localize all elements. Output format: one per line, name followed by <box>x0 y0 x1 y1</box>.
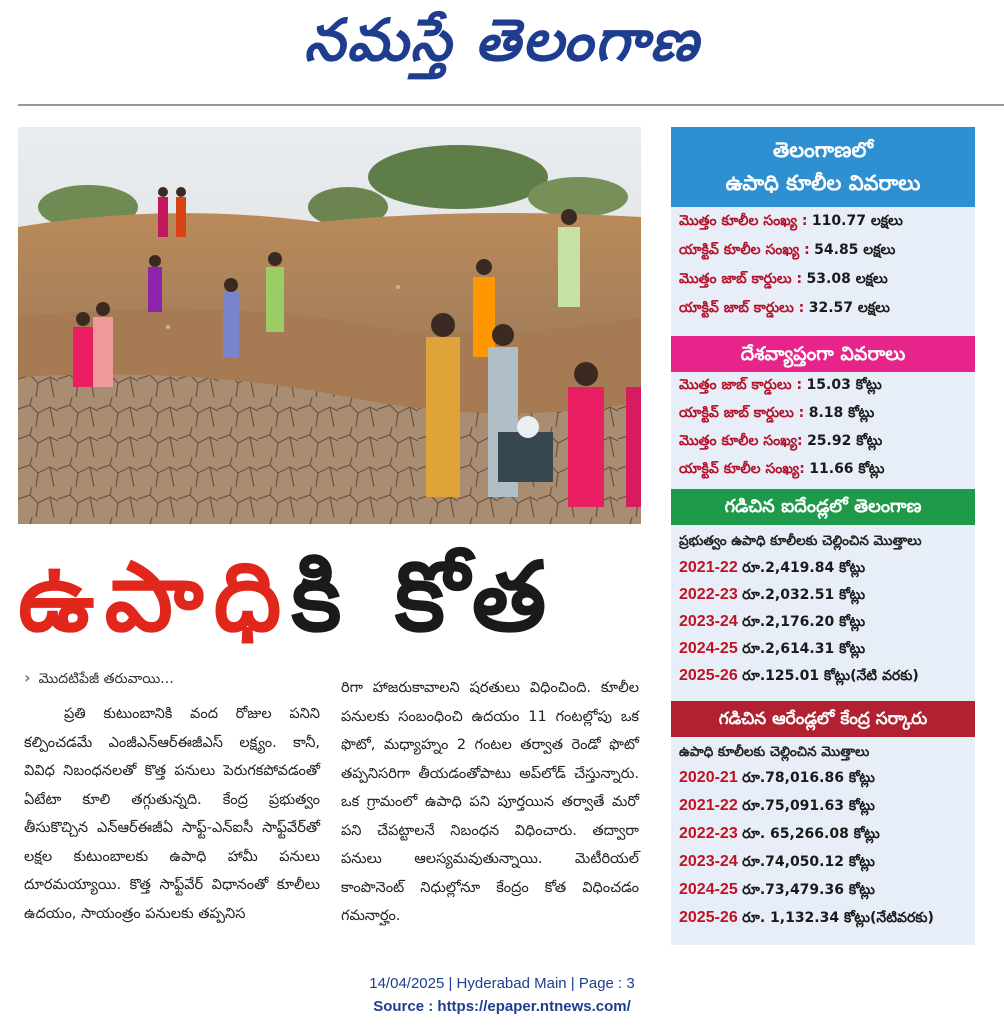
stat-row <box>679 213 969 232</box>
box4-subtitle: ఉపాధి కూలీలకు చెల్లించిన మొత్తాలు <box>679 744 870 760</box>
amount-value: రూ.2,419.84 కోట్లు <box>742 560 866 576</box>
headline-part2: కి కోత <box>291 541 557 653</box>
amount-value: రూ.2,614.31 కోట్లు <box>742 641 866 657</box>
amount-value: రూ.125.01 కోట్లు(నేటి వరకు) <box>742 668 919 684</box>
source-link[interactable]: Source : https://epaper.ntnews.com/ <box>373 998 631 1015</box>
box3-header: గడిచిన ఐదేండ్లలో తెలంగాణ <box>671 489 975 525</box>
year-label: 2024-25 <box>679 881 738 898</box>
stat-value: 54.85 లక్షలు <box>814 242 896 258</box>
stat-value: 11.66 కోట్లు <box>809 461 885 477</box>
stat-row <box>679 377 969 396</box>
payment-row <box>679 613 969 633</box>
stat-row <box>679 461 969 480</box>
year-label: 2021-22 <box>679 559 738 576</box>
payment-row <box>679 559 969 579</box>
amount-value: రూ. 65,266.08 కోట్లు <box>742 826 880 842</box>
box1-title-line1: తెలంగాణలో <box>772 138 874 162</box>
payment-row <box>679 769 969 789</box>
stat-label: మొత్తం కూలీల సంఖ్య : <box>679 213 808 229</box>
article-column-2 <box>341 674 639 931</box>
year-label: 2022-23 <box>679 825 738 842</box>
year-label: 2025-26 <box>679 667 738 684</box>
news-photo <box>18 127 641 524</box>
article-paragraph: రిగా హాజరుకావాలని షరతులు విధించింది. కూలీల పనులకు సంబంధించి ఉదయం 11 గంటల్లోపు ఒక ఫొటో, మధ్యాహ్నం 2 గంటల తర్వాత రెండో ఫొటో తప్పనిసరిగా తీయడంతోపాటు అప్‌లోడ్ చేస్తున్నారు. ఒక గ్రామంలో ఉపాధి పని పూర్తయిన తర్వాతే మరో పని చేపట్టాలనే నిబంధన విధించారు. తద్వారా పనులు ఆలస్యమవుతున్నాయి. మెటీరియల్ కాంపొనెంట్ నిధుల్లోనూ కేంద్రం కోత విధించడం గమనార్హం. <box>341 680 639 924</box>
box4-header: గడిచిన ఆరేండ్లలో కేంద్ర సర్కారు <box>671 701 975 737</box>
payment-row <box>679 853 969 873</box>
stat-value: 110.77 లక్షలు <box>811 213 903 229</box>
payment-row <box>679 909 969 929</box>
year-label: 2020-21 <box>679 769 738 786</box>
stat-row <box>679 271 969 290</box>
stat-value: 25.92 కోట్లు <box>807 433 883 449</box>
stat-label: మొత్తం జాబ్ కార్డులు : <box>679 271 803 287</box>
stat-value: 8.18 కోట్లు <box>808 405 875 421</box>
stat-label: మొత్తం కూలీల సంఖ్య: <box>679 433 803 449</box>
year-label: 2023-24 <box>679 853 738 870</box>
stat-label: యాక్టివ్ జాబ్ కార్డులు : <box>679 300 805 316</box>
payment-row <box>679 825 969 845</box>
stat-value: 15.03 కోట్లు <box>806 377 882 393</box>
chevron-right-icon: › <box>24 668 31 687</box>
headline-part1: ఉపాధి <box>18 541 292 653</box>
stat-row <box>679 433 969 452</box>
payment-row <box>679 667 969 687</box>
payment-row <box>679 797 969 817</box>
amount-value: రూ.75,091.63 కోట్లు <box>742 798 875 814</box>
year-label: 2025-26 <box>679 909 738 926</box>
box1-title-line2: ఉపాధి కూలీల వివరాలు <box>725 171 921 195</box>
masthead <box>0 0 1004 100</box>
year-label: 2024-25 <box>679 640 738 657</box>
article-paragraph: ప్రతి కుటుంబానికి వంద రోజుల పనిని కల్పించడమే ఎంజీఎన్ఆర్ఈజీఎస్ లక్ష్యం. కానీ, వివిధ నిబంధనలతో కొత్త పనులు పెరుగకపోవడంతో ఏటేటా కూలి తగ్గుతున్నది. కేంద్ర ప్రభుత్వం తీసుకొచ్చిన ఎన్ఆర్ఈజీఏ సాఫ్ట్-ఎన్ఐసీ సాఫ్ట్‌వేర్‌తో లక్షల కుటుంబాలకు ఉపాధి హామీ పనులు దూరమయ్యాయి. కొత్త సాఫ్ట్‌వేర్ విధానంతో కూలీలు ఉదయం, సాయంత్రం పనులకు తప్పనిస <box>24 706 320 922</box>
continued-label: మొదటిపేజీ తరువాయి... <box>38 671 174 687</box>
box1-header <box>671 127 975 207</box>
amount-value: రూ.2,176.20 కోట్లు <box>742 614 866 630</box>
box3-subtitle: ప్రభుత్వం ఉపాధి కూలీలకు చెల్లించిన మొత్తాలు <box>679 533 922 549</box>
edition-info: 14/04/2025 | Hyderabad Main | Page : 3 <box>369 975 635 992</box>
amount-value: రూ.74,050.12 కోట్లు <box>742 854 875 870</box>
stats-sidebar <box>671 127 975 945</box>
payment-row <box>679 586 969 606</box>
stat-row <box>679 405 969 424</box>
masthead-divider <box>18 104 1004 106</box>
payment-row <box>679 881 969 901</box>
workers-field-photo <box>18 127 641 524</box>
continued-from-front-page <box>24 668 174 690</box>
newspaper-logo: నమస్తే తెలంగాణ <box>304 6 700 74</box>
headline <box>18 538 641 656</box>
box2-header: దేశవ్యాప్తంగా వివరాలు <box>671 336 975 372</box>
amount-value: రూ.78,016.86 కోట్లు <box>742 770 875 786</box>
stat-row <box>679 300 969 319</box>
payment-row <box>679 640 969 660</box>
year-label: 2022-23 <box>679 586 738 603</box>
stat-label: యాక్టివ్ కూలీల సంఖ్య: <box>679 461 805 477</box>
article-column-1 <box>24 700 320 928</box>
stat-label: యాక్టివ్ జాబ్ కార్డులు : <box>679 405 805 421</box>
stat-value: 32.57 లక్షలు <box>808 300 890 316</box>
stat-value: 53.08 లక్షలు <box>806 271 888 287</box>
stat-label: మొత్తం జాబ్ కార్డులు : <box>679 377 803 393</box>
amount-value: రూ.2,032.51 కోట్లు <box>742 587 866 603</box>
year-label: 2023-24 <box>679 613 738 630</box>
stat-label: యాక్టివ్ కూలీల సంఖ్య : <box>679 242 810 258</box>
amount-value: రూ.73,479.36 కోట్లు <box>742 882 875 898</box>
amount-value: రూ. 1,132.34 కోట్లు(నేటివరకు) <box>742 910 934 926</box>
stat-row <box>679 242 969 261</box>
year-label: 2021-22 <box>679 797 738 814</box>
